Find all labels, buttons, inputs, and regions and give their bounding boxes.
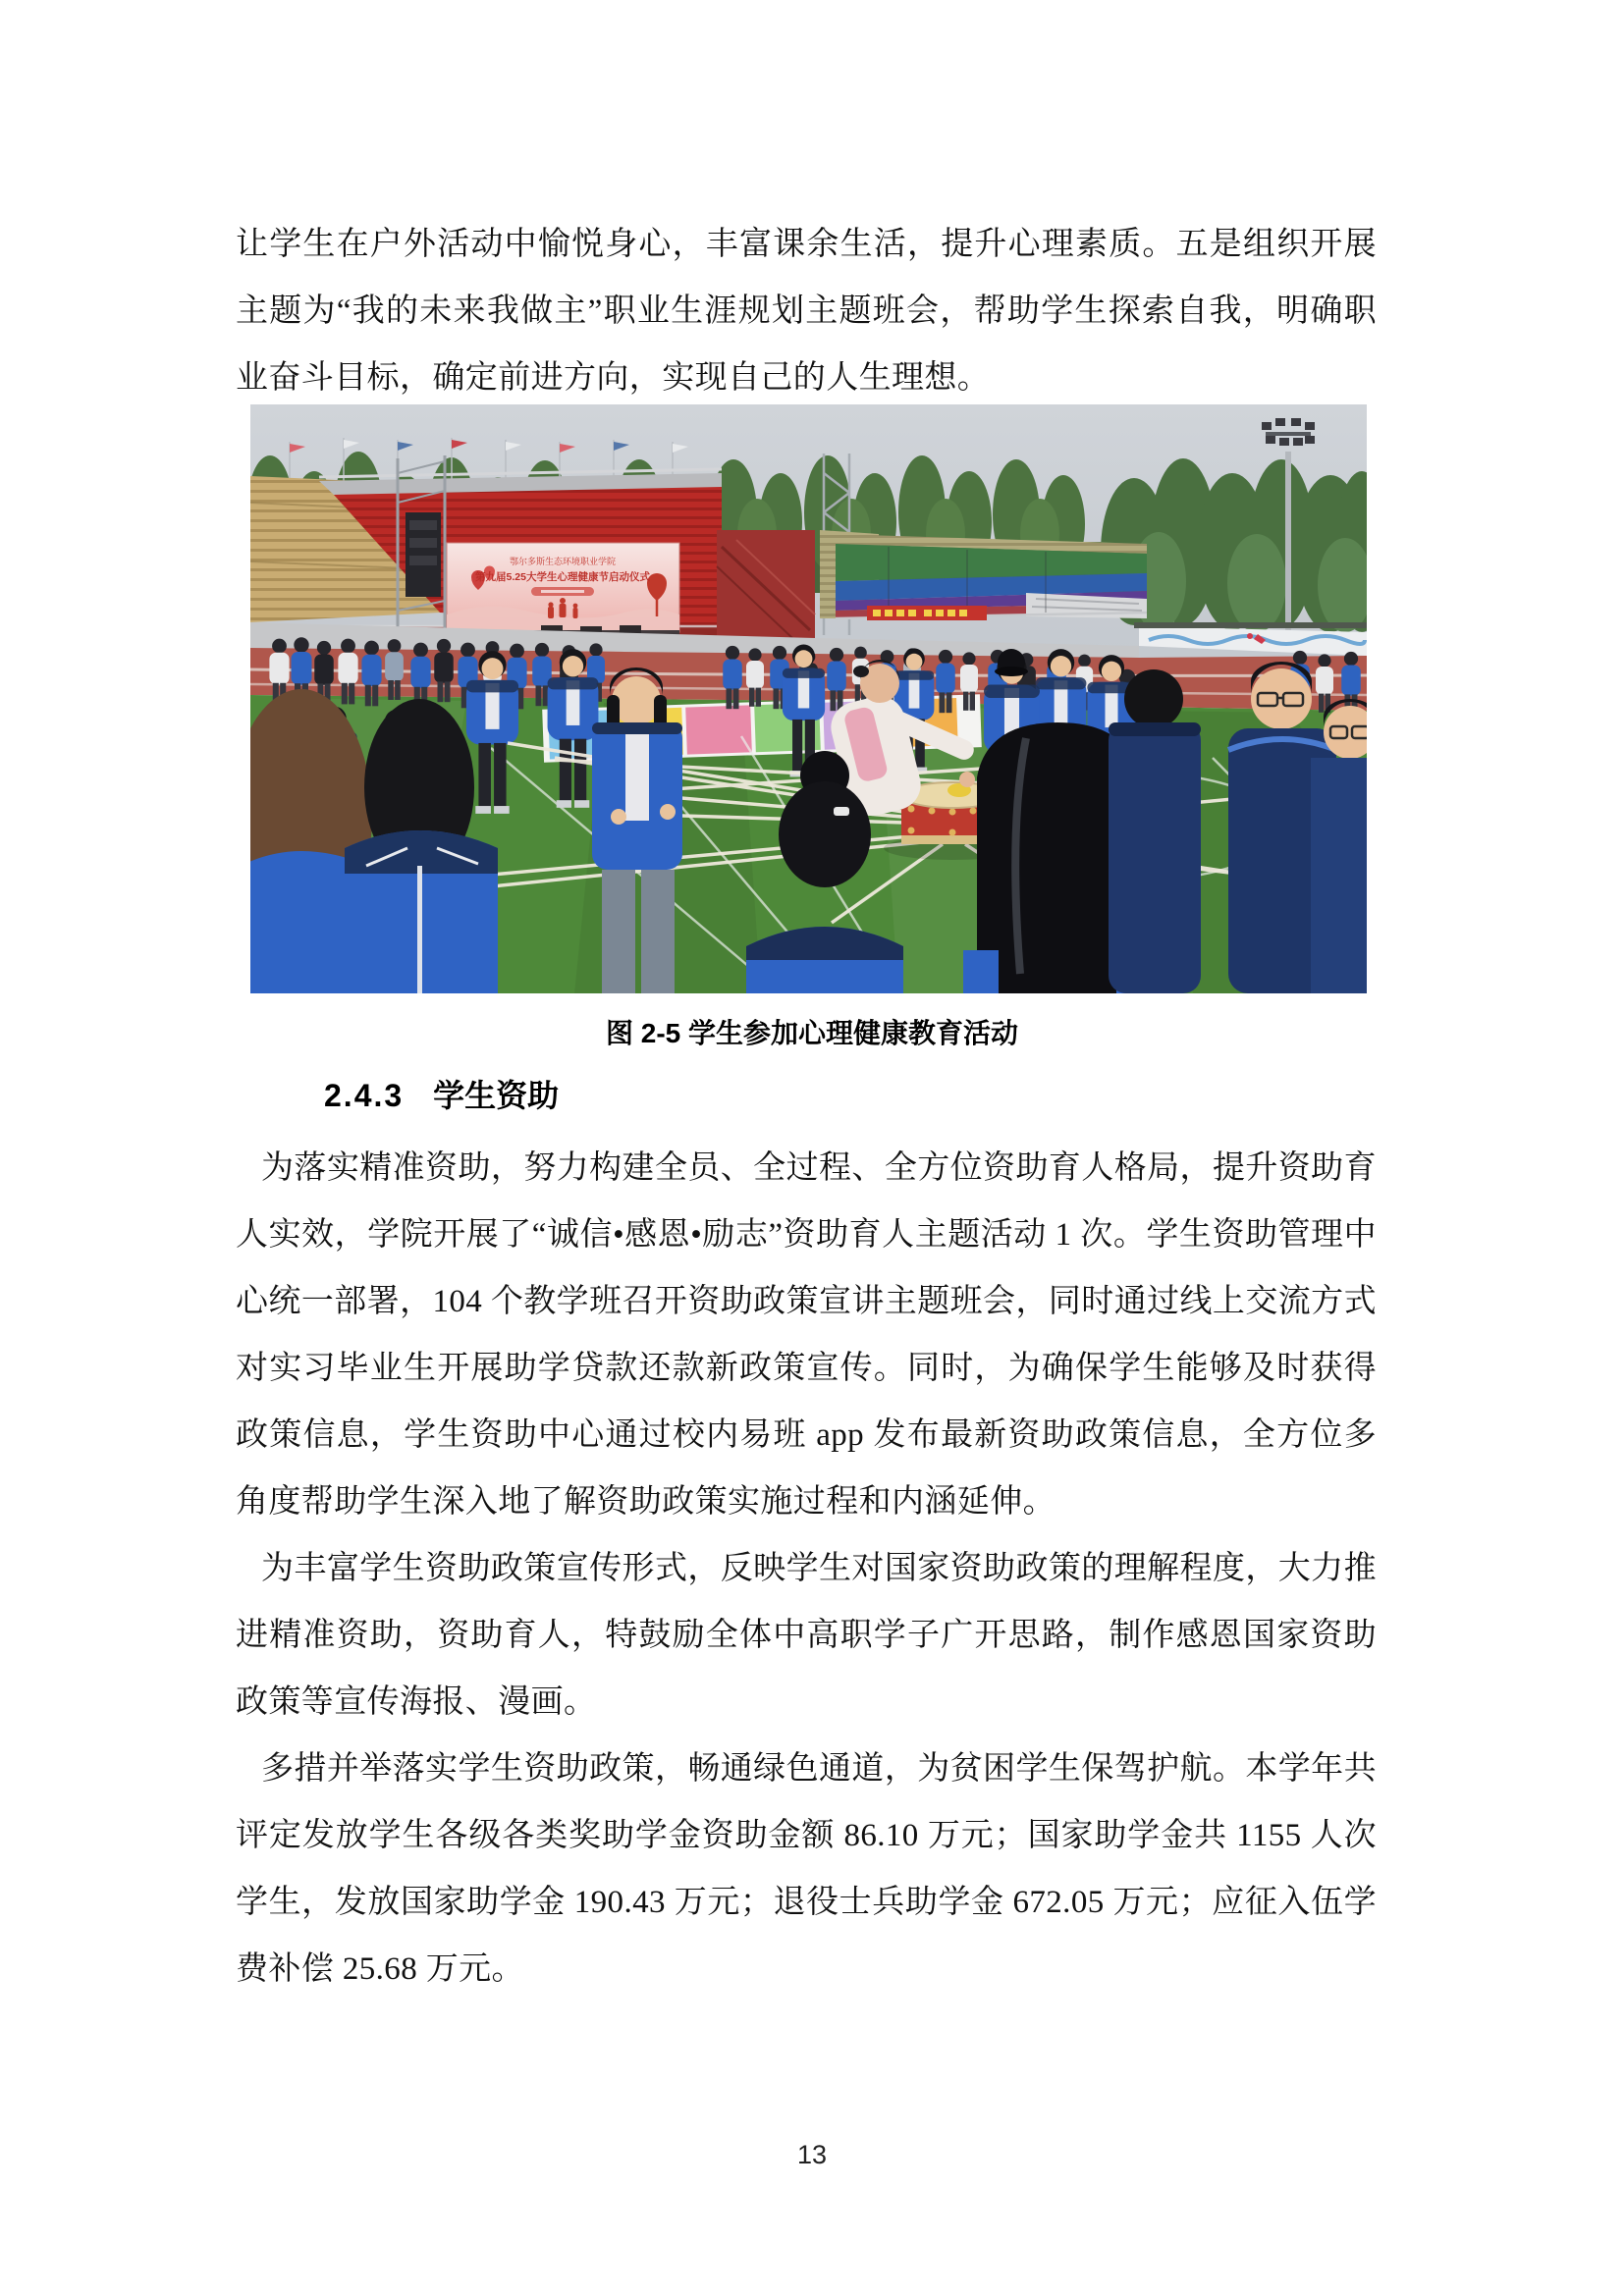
section-title: 学生资助 [433, 1078, 560, 1113]
paragraph-intro: 让学生在户外活动中愉悦身心，丰富课余生活，提升心理素质。五是组织开展主题为“我的未来我做主”职业生涯规划主题班会，帮助学生探索自我，明确职业奋斗目标，确定前进方向，实现自己的人生理想。 [236, 227, 1377, 396]
figure-caption: 图 2-5 学生参加心理健康教育活动 [605, 1018, 1019, 1048]
stadium-activity-photo [250, 404, 1367, 993]
screen-text-line2: 第九届5.25大学生心理健康节启动仪式 [475, 571, 650, 583]
paragraph-2: 为丰富学生资助政策宣传形式，反映学生对国家资助政策的理解程度，大力推进精准资助，资助育人，特鼓励全体中高职学子广开思路，制作感恩国家资助政策等宣传海报、漫画。 [236, 1551, 1377, 1720]
paragraph-intro-block [236, 211, 1377, 411]
page-number: 13 [796, 2140, 828, 2169]
section-heading [324, 1074, 559, 1117]
red-step-wall [717, 530, 815, 642]
screen-text-line1: 鄂尔多斯生态环境职业学院 [509, 557, 617, 566]
figure-photo [250, 404, 1367, 993]
paragraph-3: 多措并举落实学生资助政策，畅通绿色通道，为贫困学生保驾护航。本学年共评定发放学生各级各类奖助学金资助金额 86.10 万元；国家助学金共 1155 人次学生，发放国家助学金 190.43 万元；退役士兵助学金 672.05 万元；应征入伍学费补偿 25.68 万元。 [236, 1751, 1377, 1987]
section-number: 2.4.3 [324, 1078, 405, 1113]
slogan-banner [867, 606, 987, 620]
section-body [236, 1135, 1377, 2002]
paragraph-1: 为落实精准资助，努力构建全员、全过程、全方位资助育人格局，提升资助育人实效，学院开展了“诚信•感恩•励志”资助育人主题活动 1 次。学生资助管理中心统一部署，104 个教学班召开资助政策宣讲主题班会，同时通过线上交流方式对实习毕业生开展助学贷款还款新政策宣传。同时，为确保学生能够及时获得政策信息，学生资助中心通过校内易班 app 发布最新资助政策信息，全方位多角度帮助学生深入地了解资助政策实施过程和内涵延伸。 [236, 1150, 1377, 1520]
led-screen [447, 543, 679, 643]
right-bleachers [820, 530, 1147, 618]
